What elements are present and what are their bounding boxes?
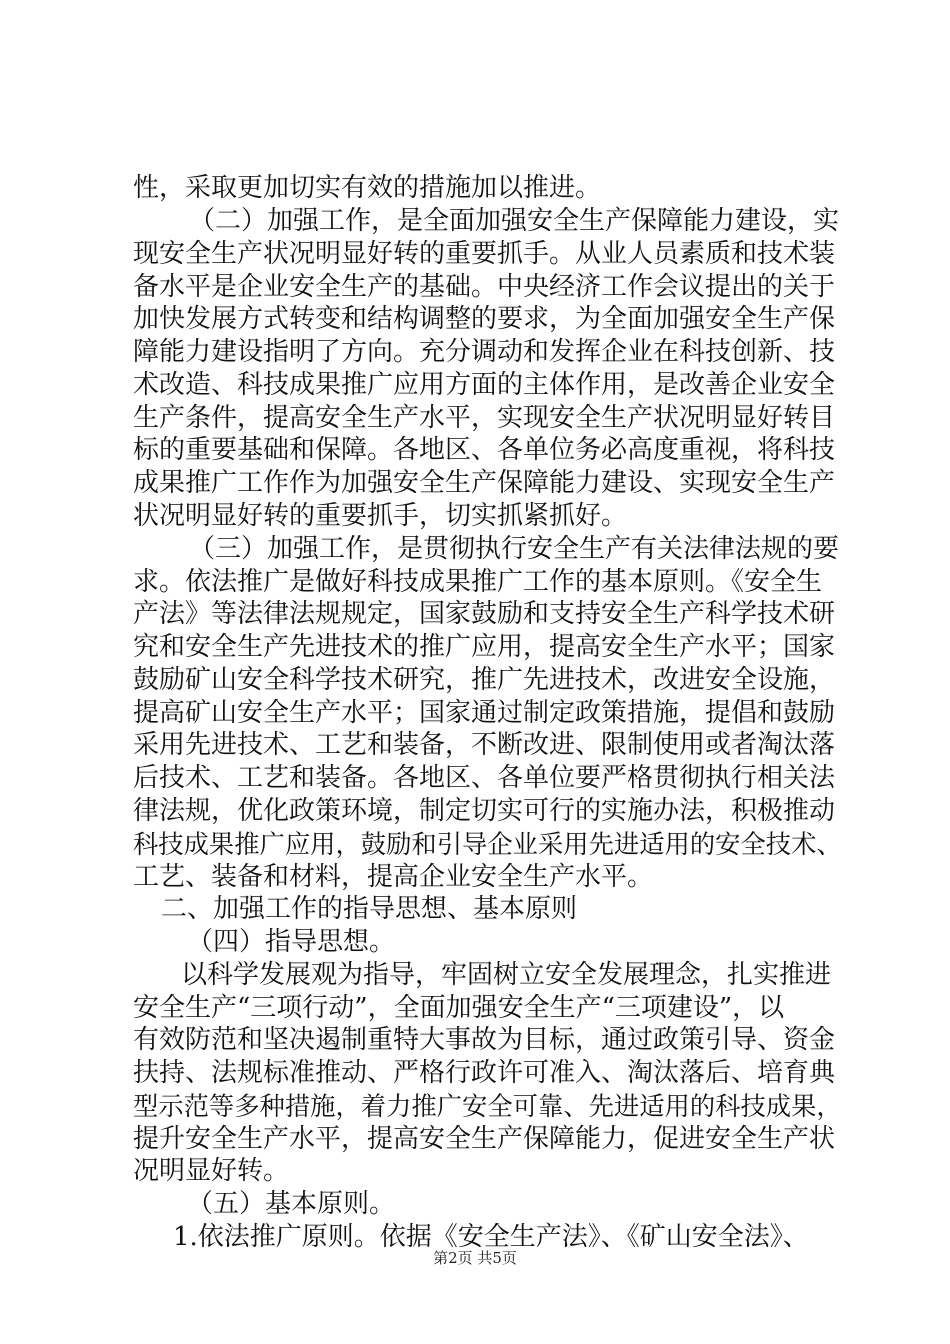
subsection-heading: （四）指导思想。 [187,927,396,957]
text-line: 究和安全生产先进技术的推广应用，提高安全生产水平；国家 [133,632,836,662]
subsection-heading: （五）基本原则。 [187,1189,396,1219]
text-line: 标的重要基础和保障。各地区、各单位务必高度重视，将科技 [133,435,836,465]
text-line: （三）加强工作，是贯彻执行安全生产有关法律法规的要 [189,534,840,564]
text-line: （二）加强工作，是全面加强安全生产保障能力建设，实 [189,206,840,236]
text-line: 求。依法推广是做好科技成果推广工作的基本原则。《安全生 [133,567,823,597]
text-line: 型示范等多种措施，着力推广安全可靠、先进适用的科技成果， [133,1091,842,1121]
text-line: 性，采取更加切实有效的措施加以推进。 [133,173,602,203]
text-line: 现安全生产状况明显好转的重要抓手。从业人员素质和技术装 [133,239,836,269]
text-line: 鼓励矿山安全科学技术研究，推广先进技术，改进安全设施， [133,665,836,695]
text-line: 生产条件，提高安全生产水平，实现安全生产状况明显好转目 [133,403,836,433]
text-line: 采用先进技术、工艺和装备，不断改进、限制使用或者淘汰落 [133,730,836,760]
text-line: 工艺、装备和材料，提高企业安全生产水平。 [133,862,654,892]
text-line: 障能力建设指明了方向。充分调动和发挥企业在科技创新、技 [133,337,836,367]
text-line: 安全生产“三项行动”，全面加强安全生产“三项建设”，以 [133,993,785,1023]
text-line: 以科学发展观为指导，牢固树立安全发展理念，扎实推进 [181,960,832,990]
text-line: 1.依法推广原则。依据《安全生产法》、《矿山安全法》、 [173,1222,809,1252]
text-line: 备水平是企业安全生产的基础。中央经济工作会议提出的关于 [133,272,836,302]
text-line: 律法规，优化政策环境，制定切实可行的实施办法，积极推动 [133,796,836,826]
text-line: 有效防范和坚决遏制重特大事故为目标，通过政策引导、资金 [133,1025,836,1055]
text-line: 术改造、科技成果推广应用方面的主体作用，是改善企业安全 [133,370,836,400]
text-line: 加快发展方式转变和结构调整的要求，为全面加强安全生产保 [133,304,836,334]
page-number: 第2页 共5页 [433,1249,517,1267]
text-line: 提高矿山安全生产水平；国家通过制定政策措施，提倡和鼓励 [133,698,836,728]
text-line: 后技术、工艺和装备。各地区、各单位要严格贯彻执行相关法 [133,763,836,793]
text-line: 科技成果推广应用，鼓励和引导企业采用先进适用的安全技术、 [133,829,842,859]
text-line: 成果推广工作作为加强安全生产保障能力建设、实现安全生产 [133,468,836,498]
text-line: 产法》等法律法规规定，国家鼓励和支持安全生产科学技术研 [133,599,836,629]
text-line: 状况明显好转的重要抓手，切实抓紧抓好。 [133,501,628,531]
section-heading: 二、加强工作的指导思想、基本原则 [161,894,578,924]
text-line: 扶持、法规标准推动、严格行政许可准入、淘汰落后、培育典 [133,1058,836,1088]
text-line: 提升安全生产水平，提高安全生产保障能力，促进安全生产状 [133,1124,836,1154]
text-line: 况明显好转。 [133,1156,290,1186]
